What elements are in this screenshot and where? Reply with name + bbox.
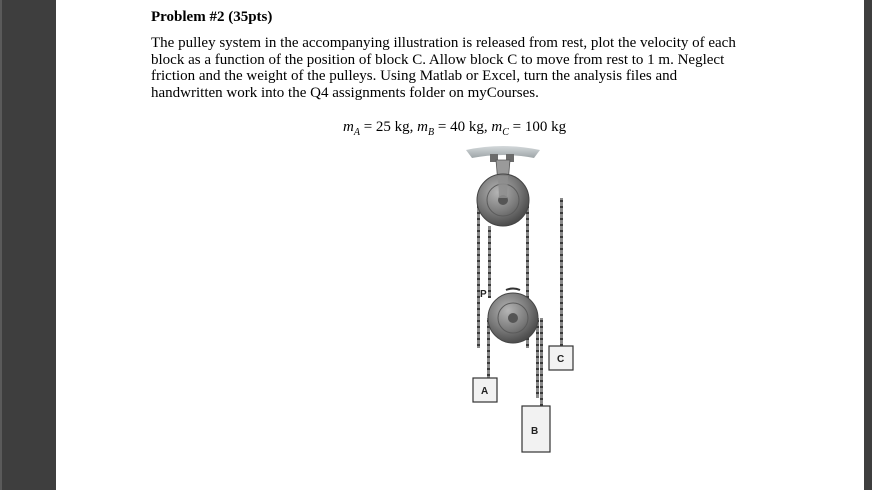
document-page bbox=[56, 0, 864, 490]
statement-line-3: friction and the weight of the pulleys. Using Matlab or Excel, turn the analysis files and bbox=[151, 68, 678, 85]
statement-line-2: block as a function of the position of block C. Allow block C to move from rest to 1 m. Neglect bbox=[151, 51, 725, 68]
mass-values bbox=[343, 119, 566, 138]
left-edge-strip bbox=[0, 0, 2, 490]
block-a-label: A bbox=[481, 386, 489, 397]
mass-c-symbol: $m_C$ bbox=[491, 119, 509, 138]
ceiling-support bbox=[466, 146, 540, 158]
block-b-label: B bbox=[531, 426, 539, 437]
rope-to-b bbox=[540, 318, 543, 408]
statement-line-4: handwritten work into the Q4 assignments folder on myCourses. bbox=[151, 84, 539, 101]
mass-a-value: = 25 kg, bbox=[359, 119, 418, 135]
mass-b-value: = 40 kg, bbox=[434, 119, 492, 135]
rope-top-left bbox=[477, 198, 480, 348]
rope-middle bbox=[488, 226, 491, 298]
block-c-label: C bbox=[557, 354, 565, 365]
rope-to-c bbox=[560, 198, 563, 346]
right-margin-bar bbox=[864, 0, 872, 490]
left-margin-bar bbox=[0, 0, 56, 490]
mass-b-symbol: $m_B$ bbox=[417, 119, 435, 138]
rope-lower-right bbox=[536, 318, 539, 398]
statement-line-1: The pulley system in the accompanying illustration is released from rest, plot the velocity of each bbox=[151, 35, 736, 51]
pulley-p-label: P bbox=[480, 289, 487, 300]
pulley-diagram bbox=[406, 140, 586, 460]
mass-c-value: = 100 kg bbox=[508, 119, 567, 135]
mass-a-symbol: $m_A$ bbox=[343, 119, 360, 138]
pulley-illustration bbox=[406, 140, 586, 460]
problem-title: Problem #2 (35pts) bbox=[151, 9, 273, 25]
problem-statement bbox=[151, 35, 801, 101]
